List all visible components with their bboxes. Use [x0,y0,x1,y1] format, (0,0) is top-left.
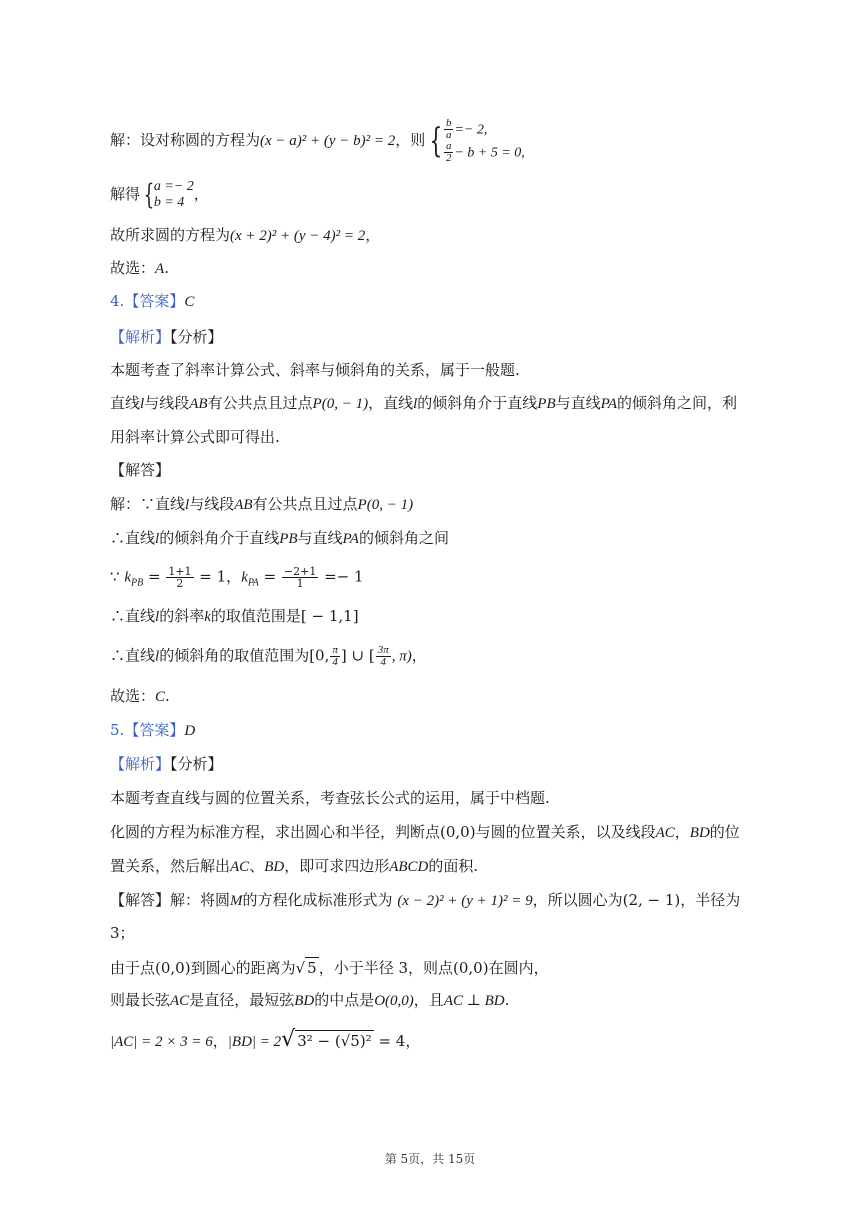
fraction: $\frac{a}{2}$ [445,140,452,164]
q4-step-3: ∵ $k_{PB}$ = $\frac{1+1}{2}$ = 1，$k_{PA}$ = $\frac{-2+1}{1}$ =− 1 [110,565,364,590]
q4-step-6: 故选：C. [110,687,170,705]
q5-step-3: 则最长弦AC是直径，最短弦BD的中点是O(0,0)，且AC ⊥ BD. [110,991,510,1009]
q5-answer-line [110,720,195,741]
sqrt-value: 5 [307,959,317,977]
brace-icon: { [429,121,443,161]
solution-line-2: 解得 { a =− 2 b = 4 ， [110,178,209,211]
q5-paragraph-2: 化圆的方程为标准方程，求出圆心和半径，判断点(0,0)与圆的位置关系，以及线段AC，BD的位 [110,823,740,841]
q5-paragraph-1: 本题考查直线与圆的位置关系，考查弦长公式的运用，属于中档题. [110,789,550,807]
q4-paragraph-1: 本题考查了斜率计算公式、斜率与倾斜角的关系，属于一般题. [110,361,520,379]
q4-paragraph-3: 用斜率计算公式即可得出. [110,428,280,446]
solution-line-4: 故选：A. [110,259,169,277]
equation-system: $\frac{b}{a}$ =− 2, $\frac{a}{2}$ − b + 5 = 0, [445,117,525,164]
q4-step-5: ∴直线l的倾斜角的取值范围为[0, $\frac{\pi}{4}$ ] ∪ [ $\frac{3\pi}{4}$ , π)， [110,644,427,668]
fraction: $\frac{b}{a}$ [445,117,452,141]
q5-step-1-cont: 3； [110,924,135,942]
brace-icon: { [143,178,155,211]
q5-step-1: 【解答】解：将圆M的方程化成标准形式为 (x − 2)² + (y + 1)² = 9，所以圆心为(2, − 1)，半径为 [110,891,741,909]
page-footer: 第 5页，共 15页 [384,1152,476,1166]
question-number: 4. [110,292,125,310]
analysis-tag: 【解析】 [110,328,171,346]
solution-line-1 [110,118,525,164]
answer-tag: 【答案】 [124,721,185,739]
q4-step-1: 解：∵直线l与线段AB有公共点且过点P(0, − 1) [110,495,414,513]
circle-equation: (x − a)² + (y − b)² = 2 [260,133,396,149]
q5-step-2: 由于点(0,0)到圆心的距离为√ 5 ，小于半径 3，则点(0,0)在圆内， [110,959,549,977]
q4-step-2: ∴直线l的倾斜角介于直线PB与直线PA的倾斜角之间 [110,529,449,547]
fraction: $\frac{3\pi}{4}$ [377,644,389,668]
q4-paragraph-2: 直线l与线段AB有公共点且过点P(0, − 1)，直线l的倾斜角介于直线PB与直线PA的倾斜角之间，利 [110,394,738,412]
q5-step-4: |AC| = 2 × 3 = 6，|BD| = 2√ 3² − (√5)² = 4， [110,1027,421,1052]
fenxi-tag: 【分析】 [170,328,223,346]
q4-answer-line [110,291,194,312]
answer-value: C [184,294,195,310]
fraction: $\frac{\pi}{4}$ [332,644,338,668]
q5-analysis-header [110,754,223,774]
question-number: 5. [110,721,125,739]
answer-value: D [184,723,196,739]
sqrt-icon: √ [281,1027,296,1052]
equation-system: a =− 2 b = 4 [153,179,194,210]
q4-analysis-header [110,327,223,347]
text: ，则 [395,131,426,149]
q4-step-4: ∴直线l的斜率k的取值范围是[ − 1,1] [110,607,359,625]
answer-tag: 【答案】 [124,292,185,310]
solution-line-3: 故所求圆的方程为(x + 2)² + (y − 4)² = 2， [110,226,381,244]
analysis-tag: 【解析】 [110,755,171,773]
q4-jieda-header: 【解答】 [110,461,171,479]
fenxi-tag: 【分析】 [170,755,223,773]
fraction: $\frac{-2+1}{1}$ [283,565,317,590]
q5-paragraph-3: 置关系，然后解出AC、BD，即可求四边形ABCD的面积. [110,857,479,875]
text: 解：设对称圆的方程为 [110,131,261,149]
fraction: $\frac{1+1}{2}$ [168,565,192,590]
